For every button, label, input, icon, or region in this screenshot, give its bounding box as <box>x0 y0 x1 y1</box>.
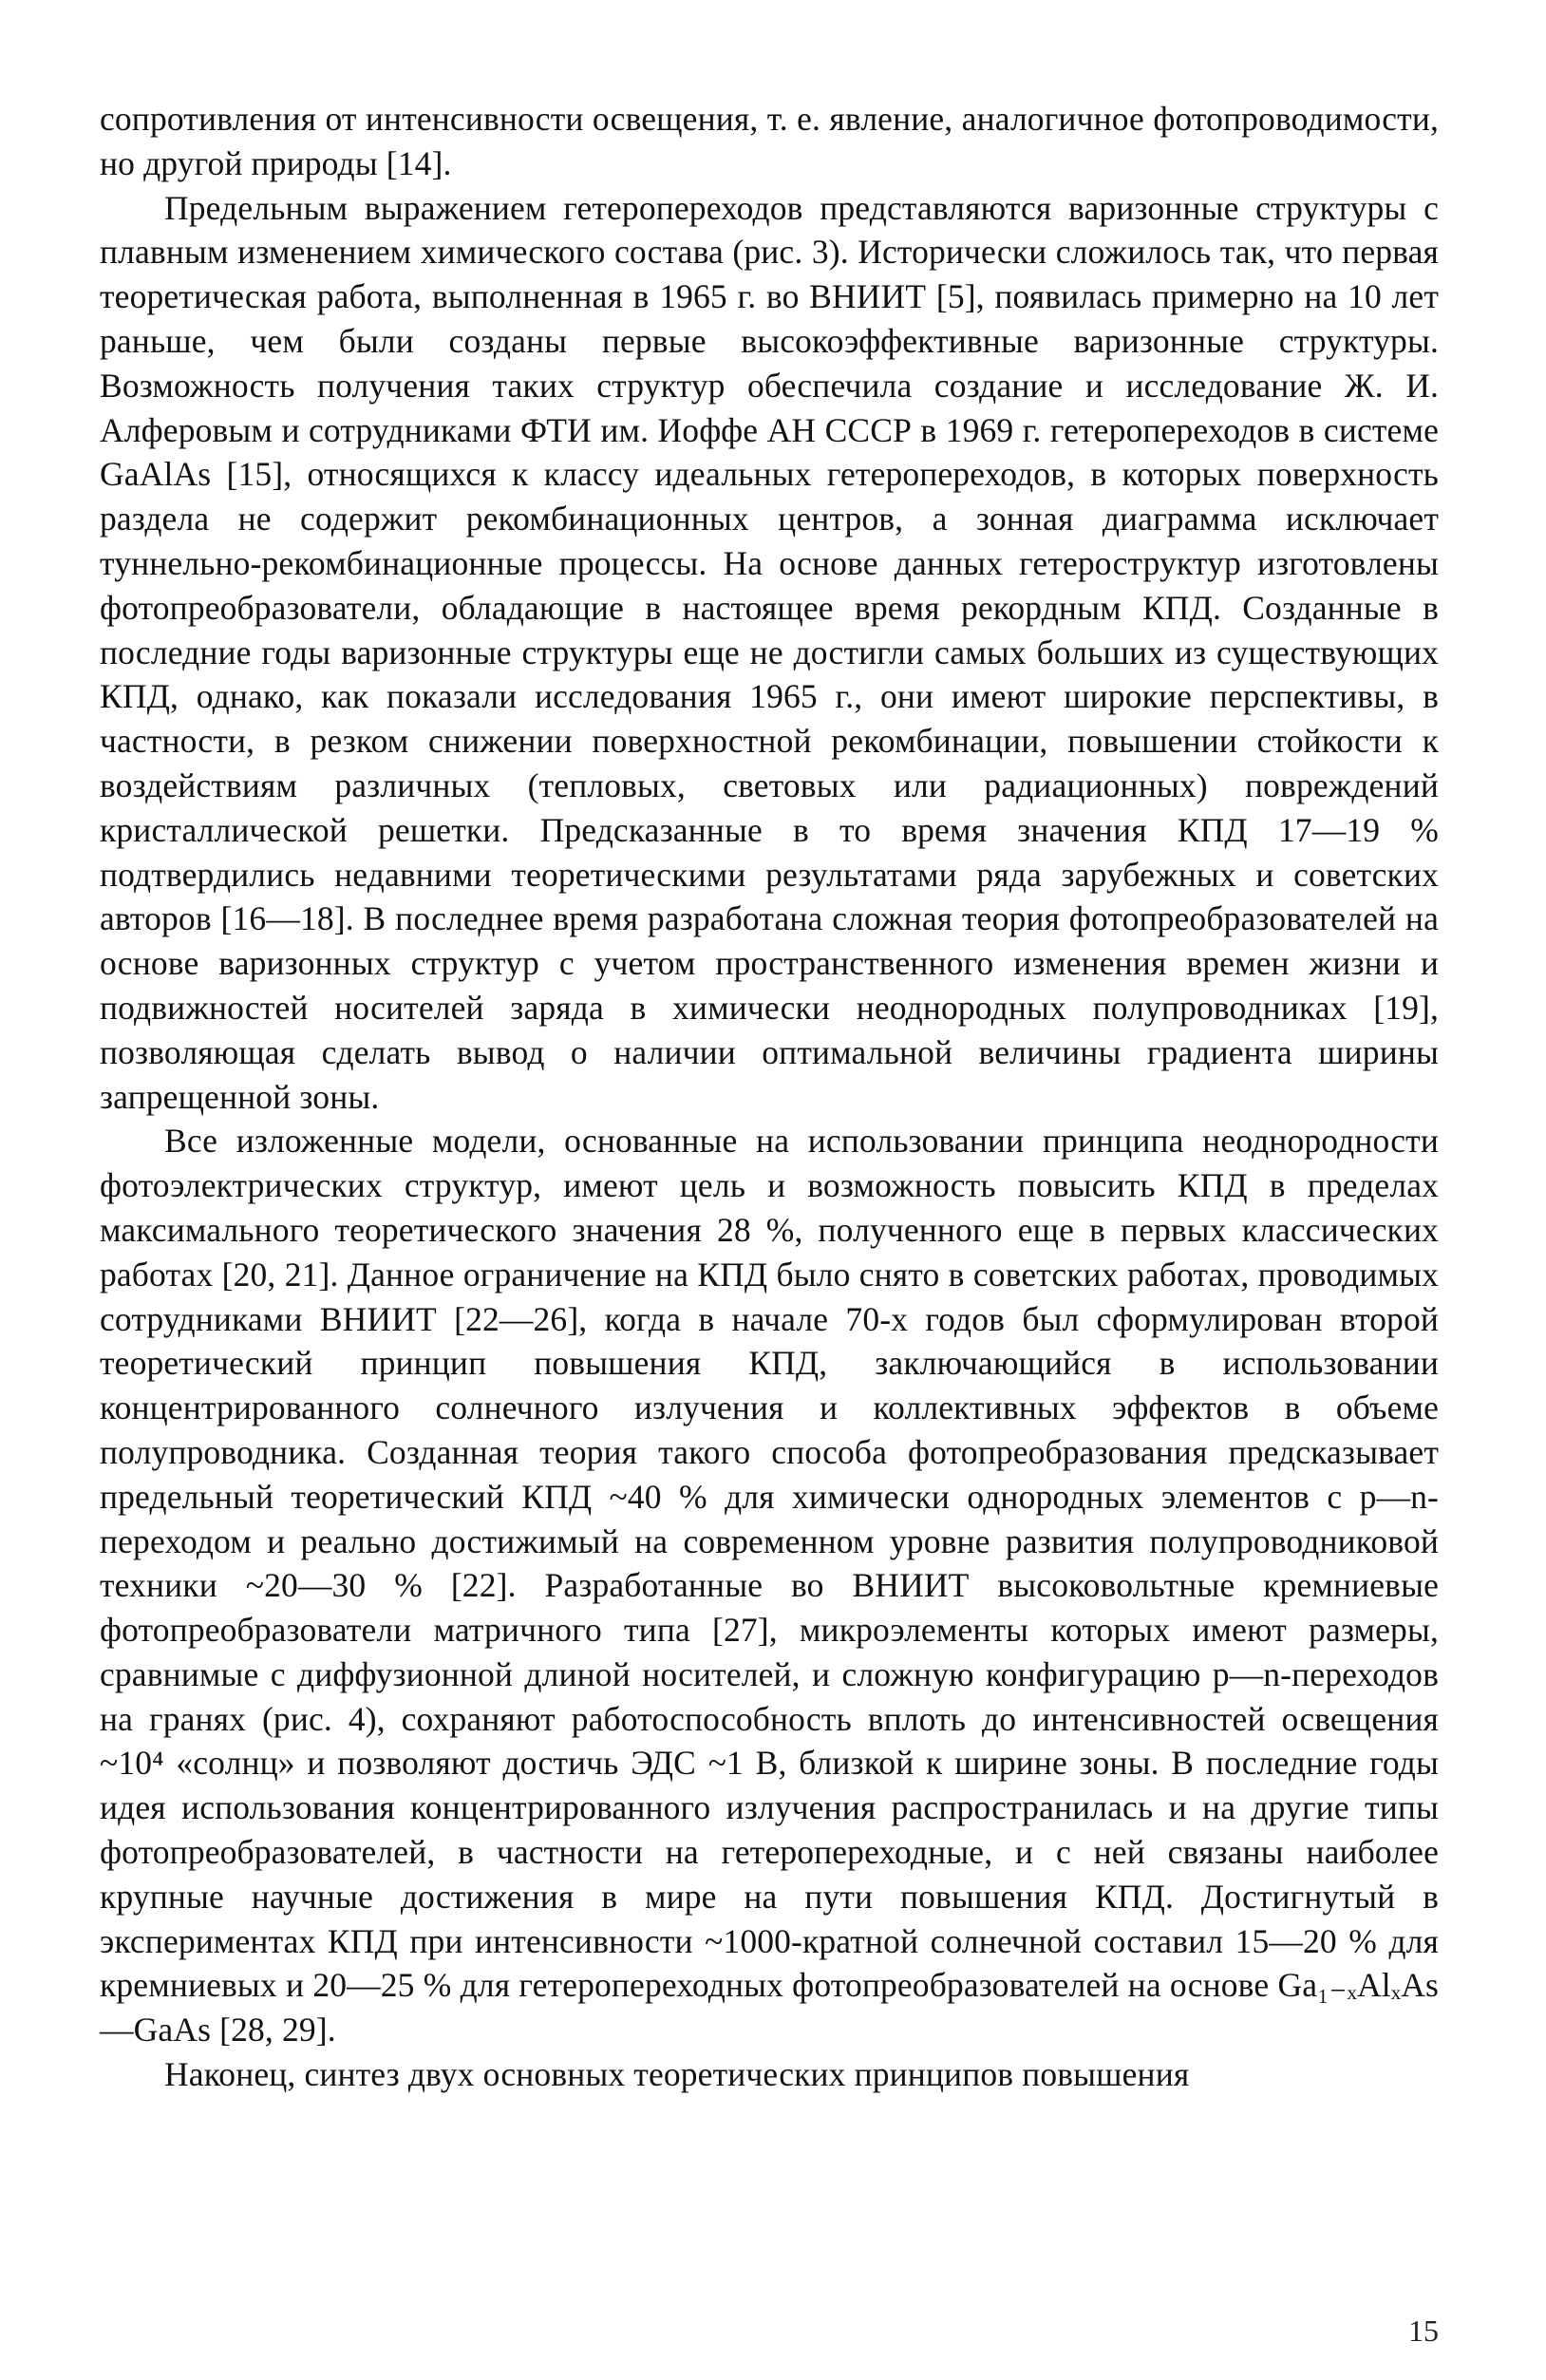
paragraph-continuation: сопротивления от интенсивности освещения, т. е. явление, аналогичное фотопроводимости, но другой природы [14]. <box>100 100 1439 182</box>
page-number: 15 <box>1408 2314 1439 2348</box>
paragraph-concentrated-radiation: Все изложенные модели, основанные на использовании принципа неоднородности фотоэлектрических структур, имеют цель и возможность повысить КПД в пределах максимального теоретического значения 28 %, полученного еще в первых классических работах [20, 21]. Данное ограничение на КПД было снято в советских работах, проводимых сотрудниками ВНИИТ [22—26], когда в начале 70-х годов был сформулирован второй теоретический принцип повышения КПД, заключающийся в использовании концентрированного солнечного излучения и коллективных эффектов в объеме полупроводника. Созданная теория такого способа фотопреобразования предсказывает предельный теоретический КПД ~40 % для химически однородных элементов с p—n-переходом и реально достижимый на современном уровне развития полупроводниковой техники ~20—30 % [22]. Разработанные во ВНИИТ высоковольтные кремниевые фотопреобразователи матричного типа [27], микроэлементы которых имеют размеры, сравнимые с диффузионной длиной носителей, и сложную конфигурацию p—n-переходов на гранях (рис. 4), сохраняют работоспособность вплоть до интенсивностей освещения ~10⁴ «солнц» и позволяют достичь ЭДС ~1 В, близкой к ширине зоны. В последние годы идея использования концентрированного излучения распространилась и на другие типы фотопреобразователей, в частности на гетеропереходные, и с ней связаны наиболее крупные научные достижения в мире на пути повышения КПД. Достигнутый в экспериментах КПД при интенсивности ~1000-кратной солнечной составил 15—20 % для кремниевых и 20—25 % для гетеропереходных фотопреобразователей на основе Ga₁₋ₓAlₓAs—GaAs [28, 29]. <box>100 1122 1439 2049</box>
paragraph-synthesis: Наконец, синтез двух основных теоретических принципов повышения <box>164 2055 1190 2094</box>
page-body <box>100 97 1439 2097</box>
paragraph-graded-gap-structures: Предельным выражением гетеропереходов представляются варизонные структуры с плавным изменением химического состава (рис. 3). Исторически сложилось так, что первая теоретическая работа, выполненная в 1965 г. во ВНИИТ [5], появилась примерно на 10 лет раньше, чем были созданы первые высокоэффективные варизонные структуры. Возможность получения таких структур обеспечила создание и исследование Ж. И. Алферовым и сотрудниками ФТИ им. Иоффе АН СССР в 1969 г. гетеропереходов в системе GaAlAs [15], относящихся к классу идеальных гетеропереходов, в которых поверхность раздела не содержит рекомбинационных центров, а зонная диаграмма исключает туннельно-рекомбинационные процессы. На основе данных гетероструктур изготовлены фотопреобразователи, обладающие в настоящее время рекордным КПД. Созданные в последние годы варизонные структуры еще не достигли самых больших из существующих КПД, однако, как показали исследования 1965 г., они имеют широкие перспективы, в частности, в резком снижении поверхностной рекомбинации, повышении стойкости к воздействиям различных (тепловых, световых или радиационных) повреждений кристаллической решетки. Предсказанные в то время значения КПД 17—19 % подтвердились недавними теоретическими результатами ряда зарубежных и советских авторов [16—18]. В последнее время разработана сложная теория фотопреобразователей на основе варизонных структур с учетом пространственного изменения времен жизни и подвижностей носителей заряда в химически неоднородных полупроводниках [19], позволяющая сделать вывод о наличии оптимальной величины градиента ширины запрещенной зоны. <box>100 188 1439 1116</box>
